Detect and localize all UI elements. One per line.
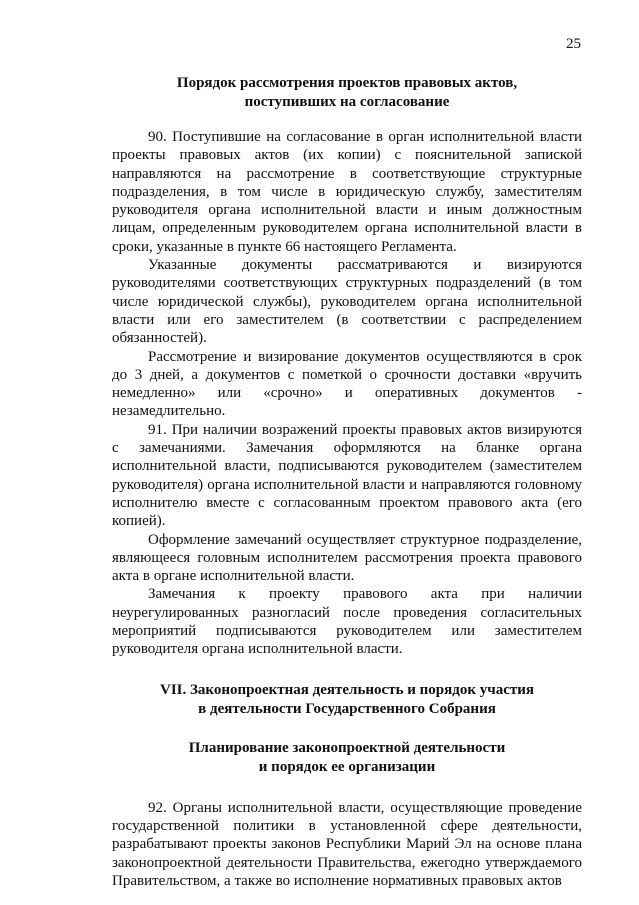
heading-line: и порядок ее организации — [258, 758, 436, 775]
page-number: 25 — [566, 36, 581, 52]
paragraph-91-signing: Замечания к проекту правового акта при наличии неурегулированных разногласий после проведения согласительных мероприятий подписываются руководителем или заместителем руководителя органа исполнительной власти. — [112, 586, 582, 658]
paragraph-90: 90. Поступившие на согласование в орган исполнительной власти проекты правовых актов (их копии) с пояснительной запиской направляются на рассмотрение в соответствующие структурные подразделения, в том числе в юридическую службу, заместителям руководителя органа исполнительной власти и иным должностным лицам, определенным руководителем органа исполнительной власти в сроки, указанные в пункте 66 настоящего Регламента. — [112, 129, 582, 255]
paragraph-91: 91. При наличии возражений проекты правовых актов визируются с замечаниями. Замечания оформляются на бланке органа исполнительной власти, подписываются руководителем (заместителем руководителя) органа исполнительной власти и направляются головному исполнителю вместе с согласованным проектом правового акта (его копией). — [112, 421, 582, 530]
paragraph-90-terms: Рассмотрение и визирование документов осуществляются в срок до 3 дней, а документов с пометкой о срочности доставки «вручить немедленно» или «срочно» и оперативных документов - незамедлительно. — [112, 348, 582, 420]
heading-line: в деятельности Государственного Собрания — [198, 700, 496, 717]
section-heading-review — [112, 74, 582, 112]
heading-line: Планирование законопроектной деятельности — [188, 739, 506, 756]
section-heading-planning — [112, 739, 582, 777]
heading-line: поступивших на согласование — [244, 94, 450, 110]
paragraph-90-review: Указанные документы рассматриваются и визируются руководителями соответствующих структурных подразделений (в том числе юридической службы), руководителем органа исполнительной власти или его заместителем (в соответствии с распределением обязанностей). — [112, 257, 582, 347]
heading-line: VII. Законопроектная деятельность и порядок участия — [160, 681, 534, 698]
heading-line: Порядок рассмотрения проектов правовых актов, — [176, 75, 518, 91]
paragraph-92: 92. Органы исполнительной власти, осуществляющие проведение государственной политики в установленной сфере деятельности, разрабатывают проекты законов Республики Марий Эл на основе плана законопроектной деятельности Правительства, ежегодно утверждаемого Правительством, а также во исполнение нормативных правовых актов — [112, 799, 582, 889]
paragraph-91-remarks: Оформление замечаний осуществляет структурное подразделение, являющееся головным исполнителем рассмотрения проекта правового акта в органе исполнительной власти. — [112, 531, 582, 585]
chapter-heading-vii — [112, 681, 582, 719]
document-body — [112, 74, 582, 890]
